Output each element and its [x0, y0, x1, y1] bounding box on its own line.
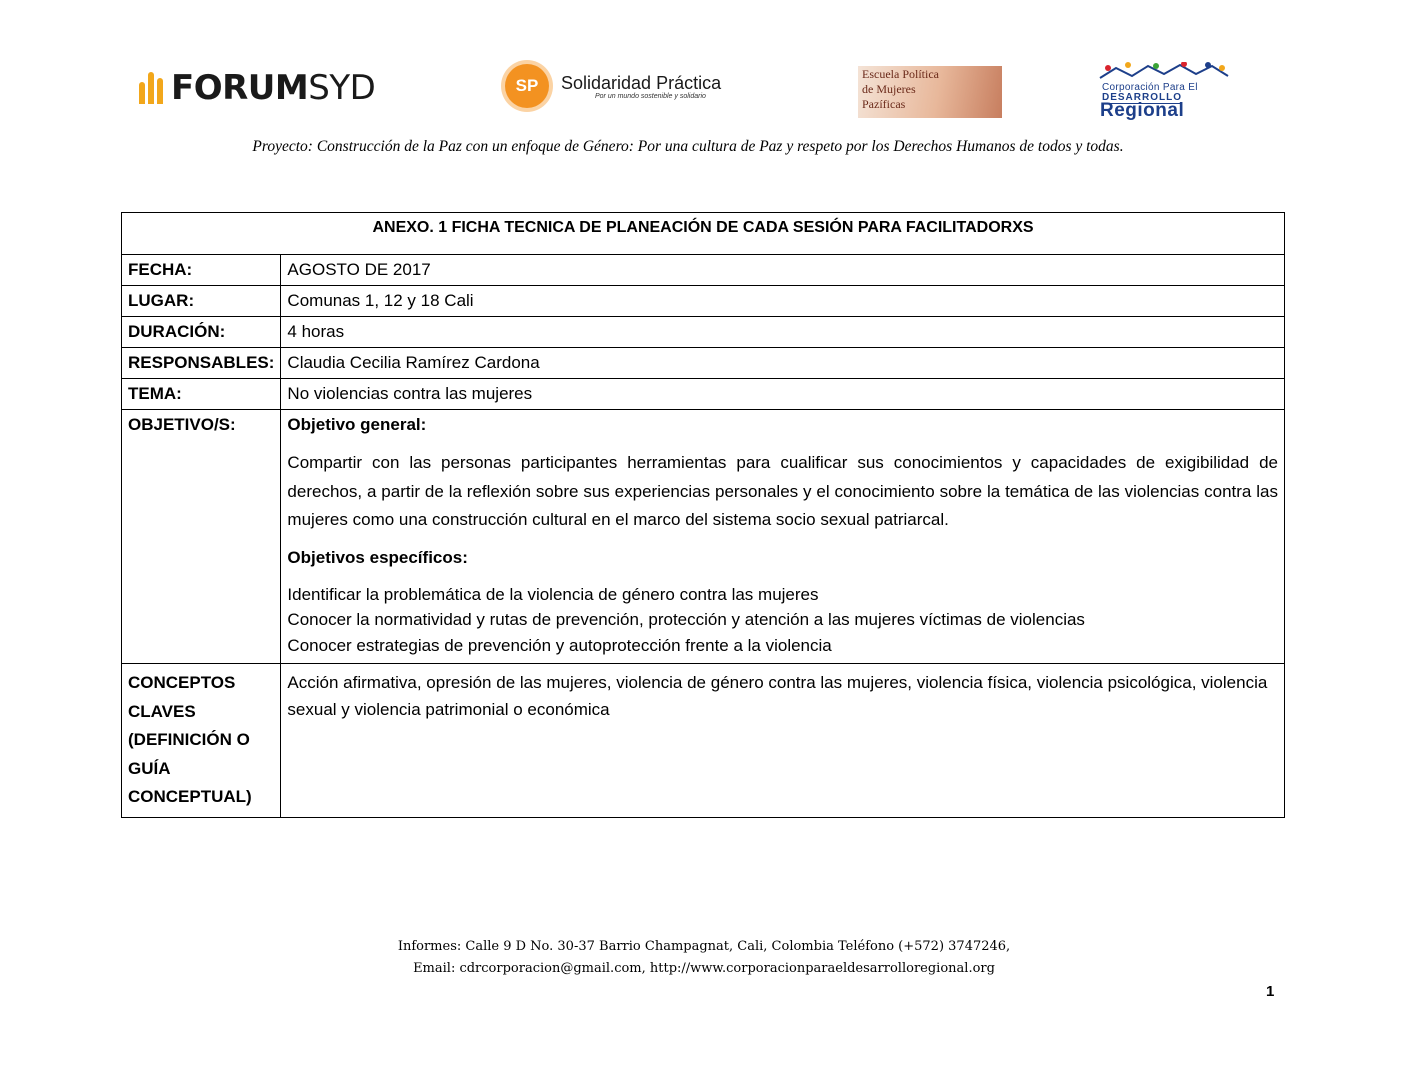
row-value-responsables: Claudia Cecilia Ramírez Cardona	[281, 348, 1285, 379]
conceptos-label-line: CONCEPTOS	[128, 673, 236, 692]
objetivo-especifico-item: Identificar la problemática de la violencia de género contra las mujeres	[287, 584, 819, 604]
escuela-line-1: Escuela Política	[862, 67, 939, 81]
forumsyd-mark-icon	[139, 72, 165, 104]
conceptos-label-line: GUÍA	[128, 758, 171, 778]
table-row-conceptos	[122, 664, 1285, 818]
row-value-conceptos: Acción afirmativa, opresión de las mujeres, violencia de género contra las mujeres, violencia física, violencia psicológica, violencia sexual y violencia patrimonial o económica	[281, 664, 1285, 818]
objetivo-general-heading: Objetivo general:	[287, 415, 427, 434]
objetivos-cell	[281, 410, 1285, 664]
escuela-line-2: de Mujeres	[862, 82, 916, 96]
project-title: Proyecto: Construcción de la Paz con un enfoque de Género: Por una cultura de Paz y respeto por los Derechos Humanos de todos y todas.	[252, 138, 1124, 155]
row-value-fecha: AGOSTO DE 2017	[281, 255, 1285, 286]
table-row	[122, 317, 1285, 348]
cdr-line-3: Regional	[1100, 100, 1185, 121]
table-row	[122, 255, 1285, 286]
escuela-line-3: Pazíficas	[862, 97, 906, 111]
objetivo-especifico-item: Conocer estrategias de prevención y autoprotección frente a la violencia	[287, 635, 832, 655]
sp-name: Solidaridad Práctica	[561, 72, 722, 93]
row-value-tema: No violencias contra las mujeres	[281, 379, 1285, 410]
row-label-lugar: LUGAR:	[122, 286, 281, 317]
conceptos-label-line: (DEFINICIÓN O	[128, 730, 250, 749]
row-value-lugar: Comunas 1, 12 y 18 Cali	[281, 286, 1285, 317]
table-row	[122, 348, 1285, 379]
table-row-objetivos	[122, 410, 1285, 664]
objetivo-general-text: Compartir con las personas participantes herramientas para cualificar sus conocimientos y capacidades de exigibilidad de derechos, a partir de la reflexión sobre sus experiencias personales y el conocimiento sobre la temática de las violencias contra las mujeres como una construcción cultural en el marco del sistema socio sexual patriarcal.	[287, 453, 1278, 529]
row-label-objetivos: OBJETIVO/S:	[122, 410, 281, 664]
forumsyd-logo	[139, 70, 375, 106]
forumsyd-bold-text: FORUM	[171, 68, 309, 108]
row-label-conceptos	[122, 664, 281, 818]
row-label-responsables: RESPONSABLES:	[122, 348, 281, 379]
row-value-duracion: 4 horas	[281, 317, 1285, 348]
row-label-fecha: FECHA:	[122, 255, 281, 286]
row-label-duracion: DURACIÓN:	[122, 317, 281, 348]
footer-contact: Email: cdrcorporacion@gmail.com, http://www.corporacionparaeldesarrolloregional.org	[413, 961, 995, 976]
conceptos-label-line: CLAVES	[128, 701, 196, 721]
escuela-politica-logo	[858, 66, 1002, 118]
table-row	[122, 379, 1285, 410]
objetivo-especifico-item: Conocer la normatividad y rutas de prevención, protección y atención a las mujeres víctimas de violencias	[287, 610, 1085, 629]
table-row	[122, 286, 1285, 317]
table-title: ANEXO. 1 FICHA TECNICA DE PLANEACIÓN DE CADA SESIÓN PARA FACILITADORXS	[122, 213, 1285, 255]
sp-tagline: Por un mundo sostenible y solidario	[595, 92, 706, 100]
session-planning-table	[121, 212, 1285, 818]
page-number: 1	[1266, 983, 1275, 1000]
solidaridad-practica-logo	[505, 64, 721, 108]
row-label-tema: TEMA:	[122, 379, 281, 410]
logo-row	[0, 62, 1408, 122]
footer-address: Informes: Calle 9 D No. 30-37 Barrio Champagnat, Cali, Colombia Teléfono (+572) 3747246,	[397, 939, 1011, 954]
cdr-line-2: DESARROLLO	[1102, 92, 1182, 103]
cdr-logo	[1098, 62, 1230, 121]
conceptos-label-line: CONCEPTUAL)	[128, 787, 252, 806]
cdr-figures-icon	[1098, 62, 1230, 82]
forumsyd-light-text: SYD	[308, 68, 376, 108]
footer	[0, 936, 1408, 980]
objetivos-especificos-heading: Objetivos específicos:	[287, 547, 468, 567]
sp-sun-icon: SP	[505, 64, 549, 108]
cdr-line-1: Corporación Para El	[1102, 82, 1198, 93]
